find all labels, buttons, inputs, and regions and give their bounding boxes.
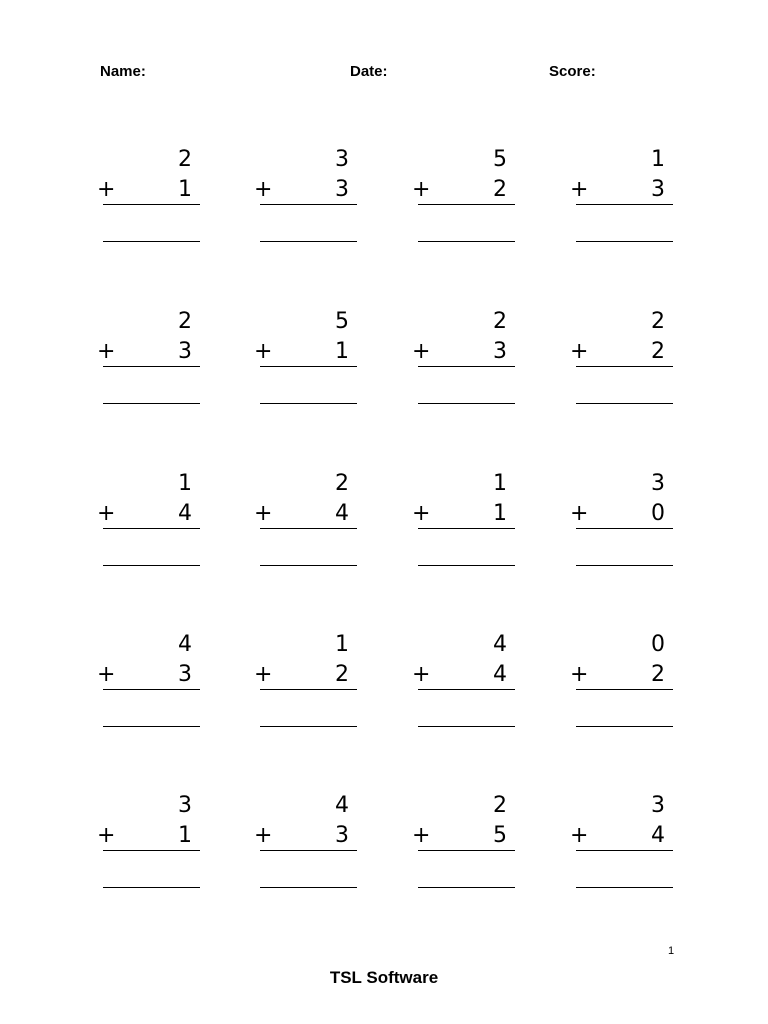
addition-problem <box>412 471 515 571</box>
addition-problem <box>412 793 515 893</box>
plus-operator: + <box>97 177 116 202</box>
addition-problem <box>97 147 200 247</box>
sum-line <box>260 366 357 367</box>
top-addend: 4 <box>493 632 507 657</box>
sum-line <box>103 366 200 367</box>
plus-operator: + <box>412 662 431 687</box>
plus-operator: + <box>570 501 589 526</box>
top-addend: 3 <box>651 471 665 496</box>
plus-operator: + <box>97 662 116 687</box>
bottom-addend: 4 <box>651 823 665 848</box>
addition-problem <box>254 147 357 247</box>
answer-line <box>260 241 357 242</box>
top-addend: 1 <box>493 471 507 496</box>
sum-line <box>576 528 673 529</box>
addition-problem <box>570 471 673 571</box>
bottom-addend: 2 <box>651 339 665 364</box>
bottom-addend: 2 <box>493 177 507 202</box>
answer-line <box>260 403 357 404</box>
sum-line <box>103 204 200 205</box>
answer-line <box>576 565 673 566</box>
plus-operator: + <box>570 823 589 848</box>
addition-problem <box>570 309 673 409</box>
bottom-addend: 2 <box>651 662 665 687</box>
top-addend: 2 <box>493 793 507 818</box>
plus-operator: + <box>570 339 589 364</box>
sum-line <box>103 850 200 851</box>
top-addend: 4 <box>178 632 192 657</box>
addition-problem <box>570 632 673 732</box>
top-addend: 1 <box>178 471 192 496</box>
bottom-addend: 4 <box>493 662 507 687</box>
sum-line <box>418 366 515 367</box>
top-addend: 1 <box>335 632 349 657</box>
answer-line <box>103 403 200 404</box>
top-addend: 4 <box>335 793 349 818</box>
answer-line <box>418 726 515 727</box>
plus-operator: + <box>254 501 273 526</box>
answer-line <box>576 241 673 242</box>
plus-operator: + <box>254 662 273 687</box>
sum-line <box>260 528 357 529</box>
plus-operator: + <box>412 339 431 364</box>
plus-operator: + <box>570 177 589 202</box>
answer-line <box>103 726 200 727</box>
plus-operator: + <box>97 339 116 364</box>
bottom-addend: 0 <box>651 501 665 526</box>
top-addend: 3 <box>335 147 349 172</box>
bottom-addend: 3 <box>651 177 665 202</box>
bottom-addend: 1 <box>178 823 192 848</box>
addition-problem <box>412 309 515 409</box>
answer-line <box>103 887 200 888</box>
footer-text: TSL Software <box>329 968 439 987</box>
addition-problem <box>254 632 357 732</box>
sum-line <box>576 366 673 367</box>
plus-operator: + <box>254 177 273 202</box>
sum-line <box>418 689 515 690</box>
addition-problem <box>97 309 200 409</box>
plus-operator: + <box>97 823 116 848</box>
sum-line <box>103 689 200 690</box>
addition-problem <box>254 309 357 409</box>
answer-line <box>418 565 515 566</box>
sum-line <box>576 689 673 690</box>
top-addend: 2 <box>178 147 192 172</box>
addition-problem <box>570 793 673 893</box>
name-label: Name: <box>100 63 146 80</box>
bottom-addend: 1 <box>493 501 507 526</box>
plus-operator: + <box>412 823 431 848</box>
bottom-addend: 3 <box>335 823 349 848</box>
answer-line <box>260 565 357 566</box>
answer-line <box>418 241 515 242</box>
bottom-addend: 4 <box>335 501 349 526</box>
answer-line <box>103 241 200 242</box>
addition-problem <box>254 471 357 571</box>
plus-operator: + <box>97 501 116 526</box>
bottom-addend: 3 <box>493 339 507 364</box>
answer-line <box>260 887 357 888</box>
addition-problem <box>97 793 200 893</box>
bottom-addend: 1 <box>335 339 349 364</box>
top-addend: 5 <box>335 309 349 334</box>
top-addend: 0 <box>651 632 665 657</box>
plus-operator: + <box>254 339 273 364</box>
sum-line <box>418 850 515 851</box>
date-label: Date: <box>350 63 388 80</box>
score-label: Score: <box>549 63 596 80</box>
sum-line <box>576 204 673 205</box>
sum-line <box>260 689 357 690</box>
page-number: 1 <box>668 945 675 957</box>
addition-problem <box>254 793 357 893</box>
top-addend: 2 <box>493 309 507 334</box>
sum-line <box>260 204 357 205</box>
bottom-addend: 3 <box>335 177 349 202</box>
answer-line <box>418 403 515 404</box>
addition-problem <box>97 632 200 732</box>
addition-problem <box>97 471 200 571</box>
sum-line <box>260 850 357 851</box>
answer-line <box>576 887 673 888</box>
sum-line <box>576 850 673 851</box>
sum-line <box>418 528 515 529</box>
answer-line <box>103 565 200 566</box>
plus-operator: + <box>254 823 273 848</box>
top-addend: 1 <box>651 147 665 172</box>
bottom-addend: 1 <box>178 177 192 202</box>
bottom-addend: 3 <box>178 339 192 364</box>
top-addend: 2 <box>335 471 349 496</box>
answer-line <box>576 403 673 404</box>
top-addend: 2 <box>651 309 665 334</box>
bottom-addend: 2 <box>335 662 349 687</box>
plus-operator: + <box>412 501 431 526</box>
addition-problem <box>570 147 673 247</box>
answer-line <box>418 887 515 888</box>
sum-line <box>418 204 515 205</box>
top-addend: 2 <box>178 309 192 334</box>
sum-line <box>103 528 200 529</box>
top-addend: 5 <box>493 147 507 172</box>
bottom-addend: 5 <box>493 823 507 848</box>
answer-line <box>576 726 673 727</box>
answer-line <box>260 726 357 727</box>
top-addend: 3 <box>651 793 665 818</box>
addition-problem <box>412 147 515 247</box>
plus-operator: + <box>570 662 589 687</box>
bottom-addend: 4 <box>178 501 192 526</box>
bottom-addend: 3 <box>178 662 192 687</box>
top-addend: 3 <box>178 793 192 818</box>
addition-problem <box>412 632 515 732</box>
plus-operator: + <box>412 177 431 202</box>
